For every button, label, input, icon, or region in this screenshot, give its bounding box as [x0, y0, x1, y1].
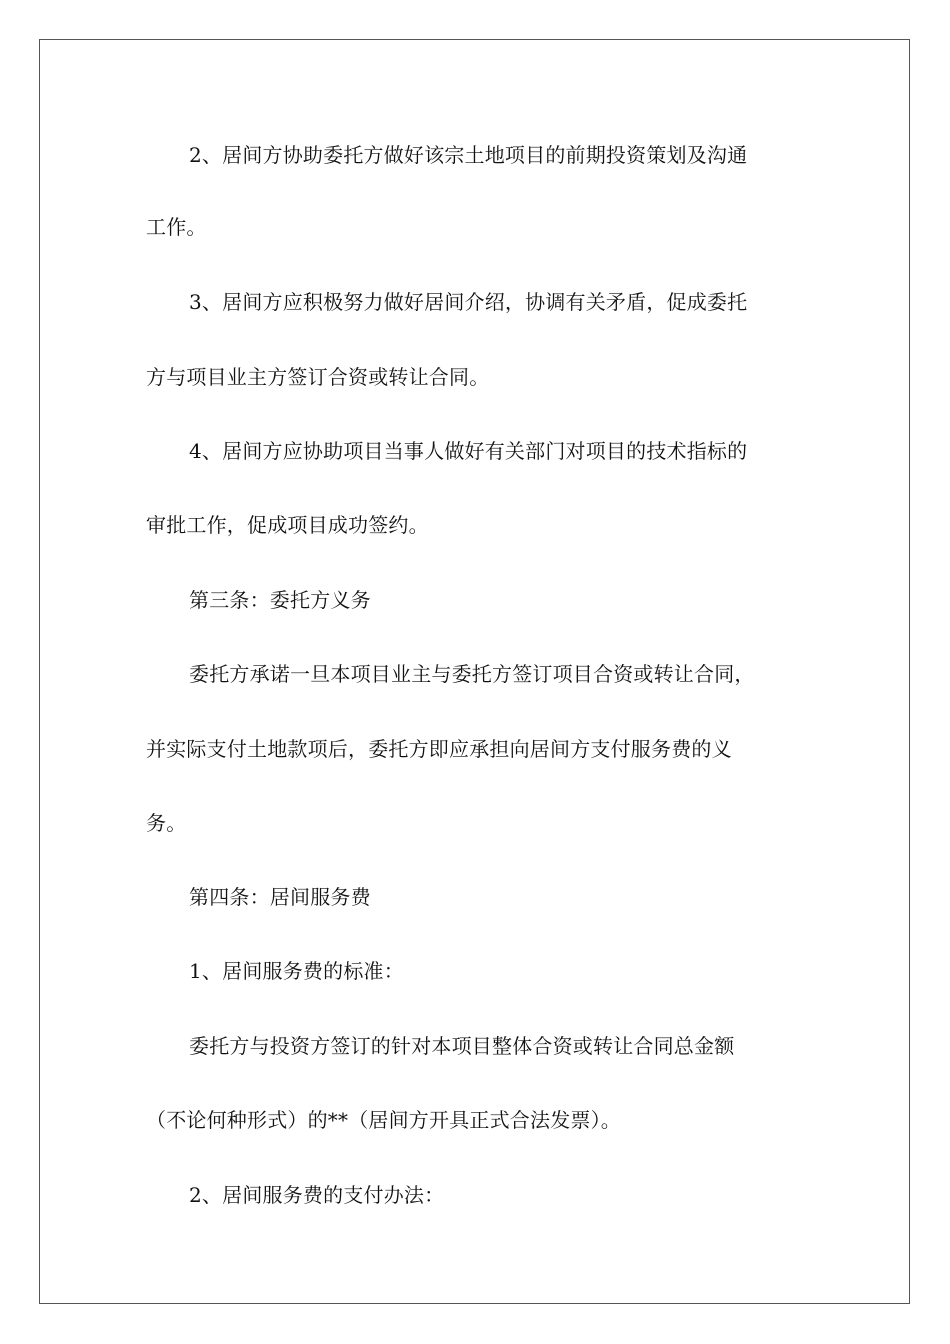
article-4-heading: 第四条：居间服务费 — [189, 885, 371, 909]
fee-standard-heading: 1、居间服务费的标准： — [189, 959, 404, 983]
article-3-paragraph-line-3: 务。 — [146, 811, 187, 835]
article-3-paragraph-line-1: 委托方承诺一旦本项目业主与委托方签订项目合资或转让合同， — [189, 662, 755, 686]
fee-payment-heading: 2、居间服务费的支付办法： — [189, 1183, 445, 1207]
clause-4-line-2: 审批工作，促成项目成功签约。 — [146, 513, 429, 537]
fee-standard-line-2: （不论何种形式）的**（居间方开具正式合法发票）。 — [146, 1108, 621, 1132]
clause-4-line-1: 4、居间方应协助项目当事人做好有关部门对项目的技术指标的 — [189, 439, 748, 463]
clause-2-line-2: 工作。 — [146, 215, 207, 239]
article-3-heading: 第三条：委托方义务 — [189, 588, 371, 612]
clause-3-line-2: 方与项目业主方签订合资或转让合同。 — [146, 365, 490, 389]
article-3-paragraph-line-2: 并实际支付土地款项后，委托方即应承担向居间方支付服务费的义 — [146, 737, 732, 761]
clause-2-line-1: 2、居间方协助委托方做好该宗土地项目的前期投资策划及沟通 — [189, 143, 748, 167]
clause-3-line-1: 3、居间方应积极努力做好居间介绍，协调有关矛盾，促成委托 — [189, 290, 748, 314]
fee-standard-line-1: 委托方与投资方签订的针对本项目整体合资或转让合同总金额 — [189, 1034, 735, 1058]
